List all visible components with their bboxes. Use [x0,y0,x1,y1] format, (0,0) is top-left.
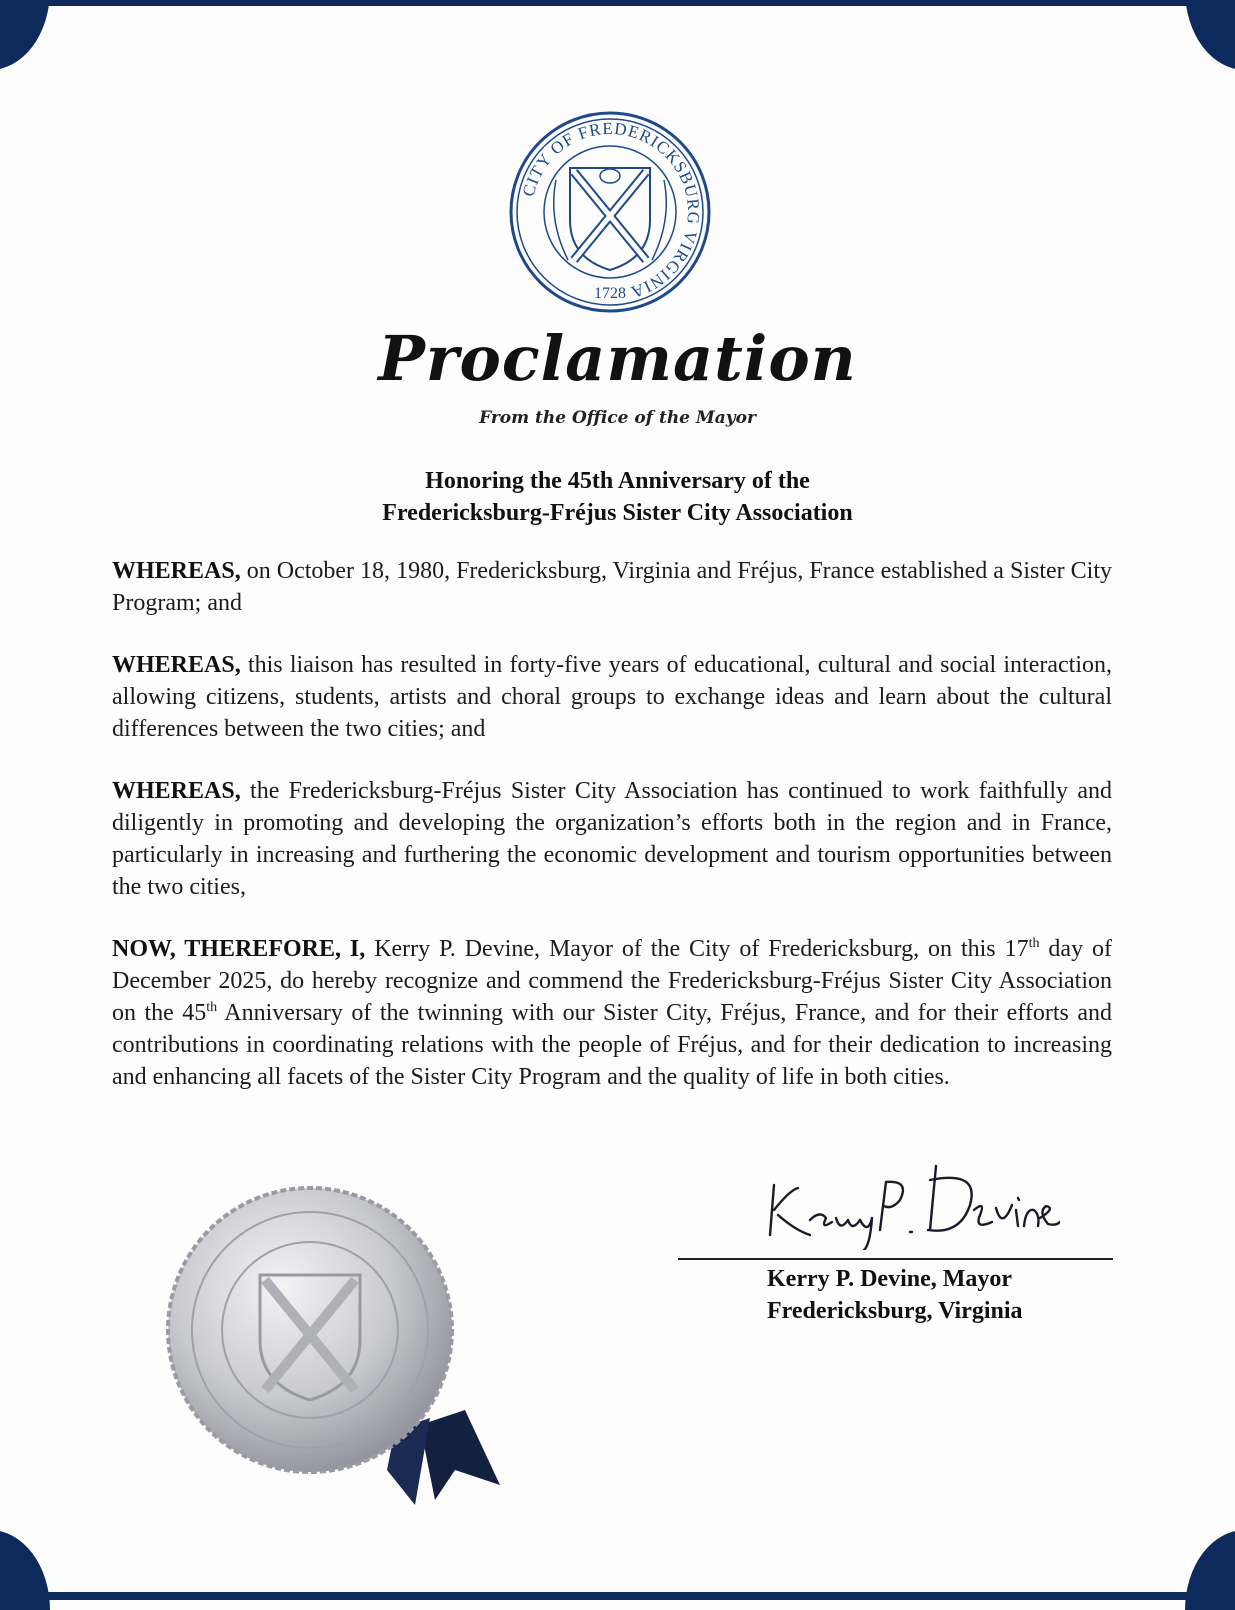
corner-top-right [1185,0,1235,70]
city-seal-icon [508,110,712,314]
bottom-edge [0,1592,1235,1600]
headline [0,465,1235,529]
corner-bottom-left [0,1530,50,1610]
top-edge [0,0,1235,6]
paragraph-4-sup-2: th [206,1000,218,1015]
paragraph-3 [112,775,1112,903]
paragraph-4-text-b: day of December 2025, do hereby recognize and commend the Fredericksburg-Fréjus Sister City Association on the 45 [112,936,1112,1026]
paragraph-1 [112,555,1112,619]
paragraph-4-lead: NOW, THEREFORE, I, [112,936,366,962]
headline-line-2: Fredericksburg-Fréjus Sister City Association [382,500,853,526]
paragraph-2-lead: WHEREAS, [112,652,241,678]
seal-year: 1728 [594,285,626,302]
headline-line-1: Honoring the 45th Anniversary of the [425,468,810,494]
signature-line [678,1258,1113,1260]
signer-name: Kerry P. Devine, Mayor [767,1266,1013,1292]
mayor-signature [760,1160,1060,1250]
paragraph-2 [112,649,1112,745]
proclamation-body [112,555,1112,1123]
paragraph-3-lead: WHEREAS, [112,778,241,804]
paragraph-4-sup-1: th [1028,936,1040,951]
paragraph-4-text-a: Kerry P. Devine, Mayor of the City of Fredericksburg, on this 17 [365,936,1029,962]
paragraph-3-text: the Fredericksburg-Fréjus Sister City Association has continued to work faithfully and diligently in promoting and developing the organization’s efforts both in the region and in France, particularly in increasing and furthering the economic development and tourism opportunities between the two cities, [112,778,1112,900]
paragraph-1-text: on October 18, 1980, Fredericksburg, Virginia and Fréjus, France established a Sister City Program; and [112,558,1112,616]
paragraph-2-text: this liaison has resulted in forty-five years of educational, cultural and social interaction, allowing citizens, students, artists and choral groups to exchange ideas and learn about the cultural differences between the two cities; and [112,652,1112,742]
corner-top-left [0,0,50,70]
seal-ring-text: CITY OF FREDERICKSBURG VIRGINIA [518,118,704,303]
signer-city: Fredericksburg, Virginia [767,1298,1023,1324]
page-subtitle: From the Office of the Mayor [479,408,756,428]
corner-bottom-right [1185,1530,1235,1610]
foil-seal-icon [165,1180,510,1510]
paragraph-1-lead: WHEREAS, [112,558,241,584]
paragraph-4-text-c: Anniversary of the twinning with our Sister City, Fréjus, France, and for their efforts and contributions in coordinating relations with the people of Fréjus, and for their dedication to increasing and enhancing all facets of the Sister City Program and the quality of life in both cities. [112,1000,1112,1090]
page-title: Proclamation [378,322,857,395]
paragraph-4 [112,933,1112,1093]
